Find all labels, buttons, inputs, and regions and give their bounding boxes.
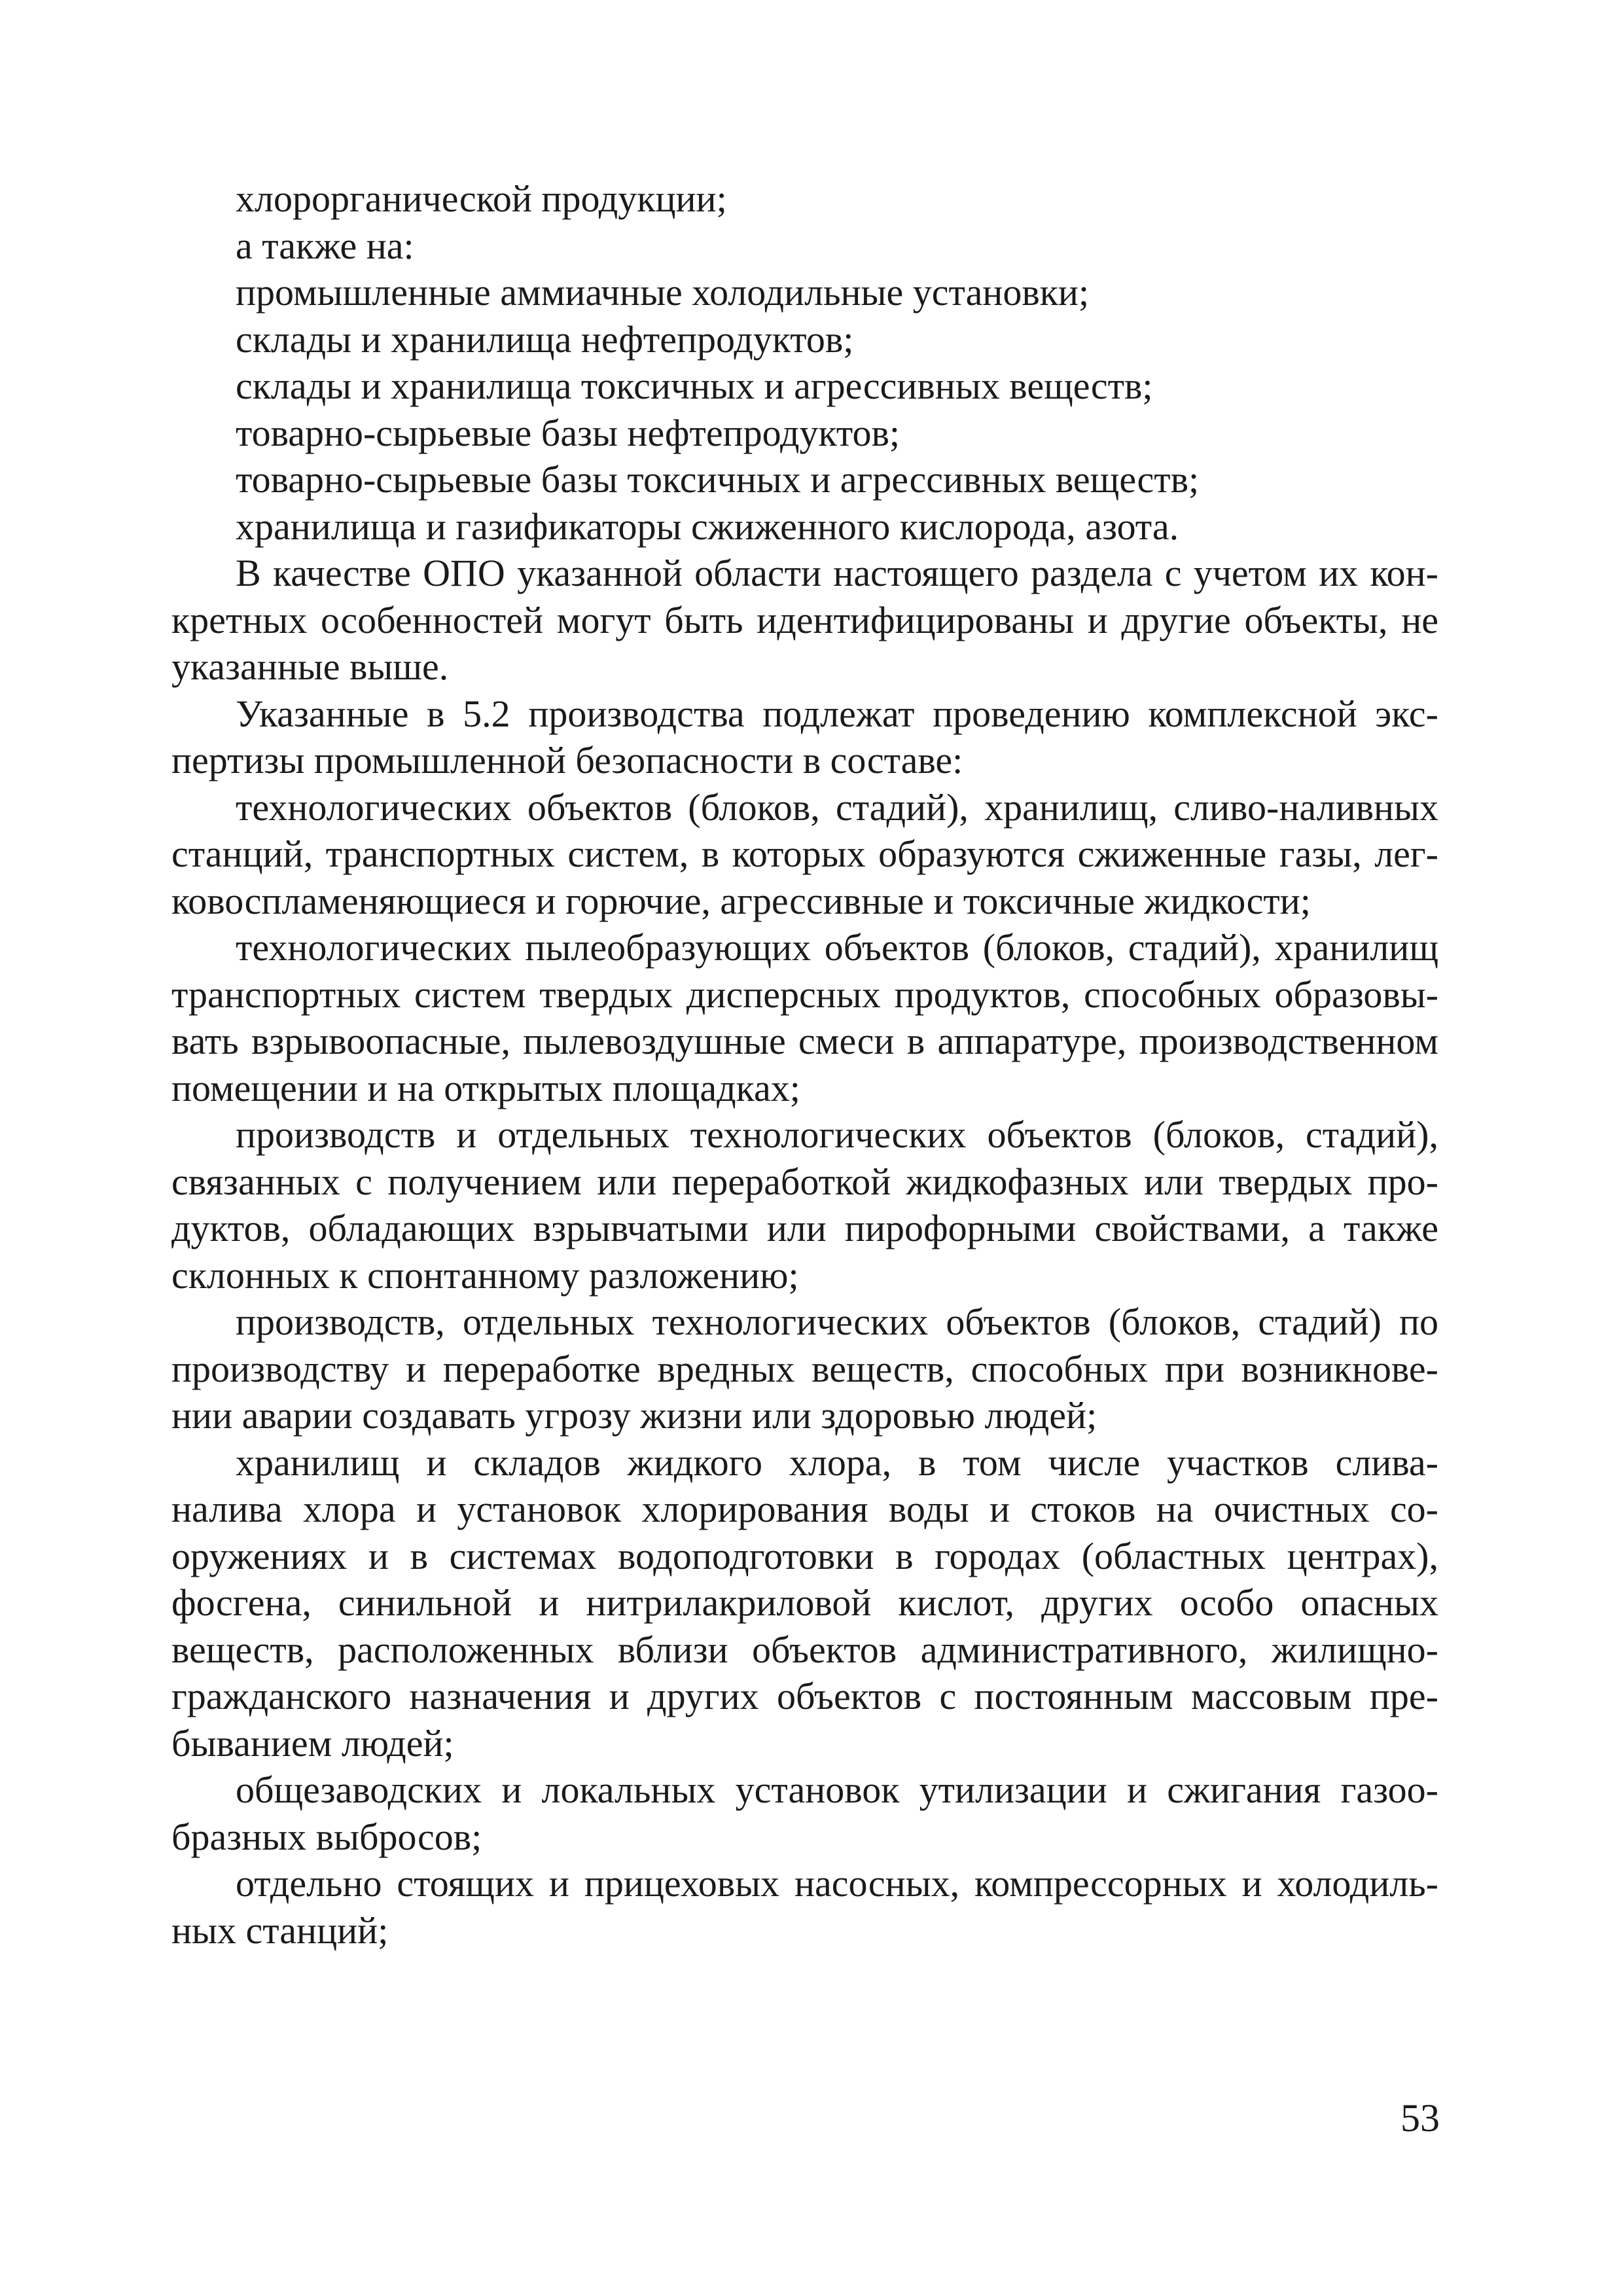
text-line: оружениях и в системах водоподготовки в городах (областных центрах), — [171, 1534, 1438, 1577]
text-line: быванием людей; — [171, 1721, 454, 1765]
text-line: а также на: — [236, 224, 414, 267]
text-line: отдельно стоящих и прицеховых насосных, компрессорных и холодиль- — [236, 1862, 1438, 1905]
text-line: технологических объектов (блоков, стадий), хранилищ, сливо-наливных — [236, 785, 1438, 829]
text-line: веществ, расположенных вблизи объектов административного, жилищно- — [171, 1628, 1438, 1671]
text-line: товарно-сырьевые базы токсичных и агрессивных веществ; — [236, 458, 1200, 501]
text-line: вать взрывоопасные, пылевоздушные смеси в аппаратуре, производственном — [171, 1020, 1438, 1062]
text-line: помещении и на открытых площадках; — [171, 1066, 800, 1109]
text-line: склонных к спонтанному разложению; — [171, 1253, 799, 1297]
text-line: связанных с получением или переработкой жидкофазных или твердых про- — [171, 1160, 1438, 1203]
text-line: промышленные аммиачные холодильные установки; — [236, 271, 1090, 314]
text-line: налива хлора и установок хлорирования воды и стоков на очистных со- — [171, 1488, 1438, 1530]
text-line: пертизы промышленной безопасности в составе: — [171, 739, 963, 781]
text-line: ковоспламеняющиеся и горючие, агрессивные и токсичные жидкости; — [171, 879, 1311, 922]
text-line: производств и отдельных технологических объектов (блоков, стадий), — [236, 1113, 1438, 1156]
text-line: указанные выше. — [171, 645, 449, 688]
text-line: В качестве ОПО указанной области настоящего раздела с учетом их кон- — [236, 552, 1438, 594]
text-line: дуктов, обладающих взрывчатыми или пирофорными свойствами, а также — [171, 1207, 1438, 1249]
text-line: склады и хранилища нефтепродуктов; — [236, 317, 854, 361]
text-line: станций, транспортных систем, в которых образуются сжиженные газы, лег- — [171, 833, 1438, 875]
text-line: технологических пылеобразующих объектов (блоков, стадий), хранилищ — [236, 926, 1438, 969]
text-line: производству и переработке вредных веществ, способных при возникнове- — [171, 1347, 1438, 1390]
text-line: товарно-сырьевые базы нефтепродуктов; — [236, 411, 900, 454]
text-line: хранилищ и складов жидкого хлора, в том числе участков слива- — [236, 1441, 1438, 1484]
text-line: хлорорганической продукции; — [236, 177, 727, 220]
body-text — [171, 175, 1438, 1954]
text-line: кретных особенностей могут быть идентифицированы и другие объекты, не — [171, 598, 1438, 641]
text-line: фосгена, синильной и нитрилакриловой кислот, других особо опасных — [171, 1581, 1438, 1624]
text-line: нии аварии создавать угрозу жизни или здоровью людей; — [171, 1394, 1097, 1437]
text-line: склады и хранилища токсичных и агрессивных веществ; — [236, 365, 1153, 407]
text-line: гражданского назначения и других объектов с постоянным массовым пре- — [171, 1675, 1438, 1717]
text-line: транспортных систем твердых дисперсных продуктов, способных образовы- — [171, 973, 1438, 1016]
text-line: производств, отдельных технологических объектов (блоков, стадий) по — [236, 1300, 1438, 1343]
text-line: хранилища и газификаторы сжиженного кислорода, азота. — [236, 505, 1179, 548]
text-line: общезаводских и локальных установок утилизации и сжигания газоо- — [236, 1768, 1438, 1811]
text-line: ных станций; — [171, 1909, 389, 1952]
text-line: бразных выбросов; — [171, 1815, 482, 1858]
text-line: Указанные в 5.2 производства подлежат проведению комплексной экс- — [236, 692, 1438, 735]
page-number: 53 — [1400, 2096, 1440, 2140]
